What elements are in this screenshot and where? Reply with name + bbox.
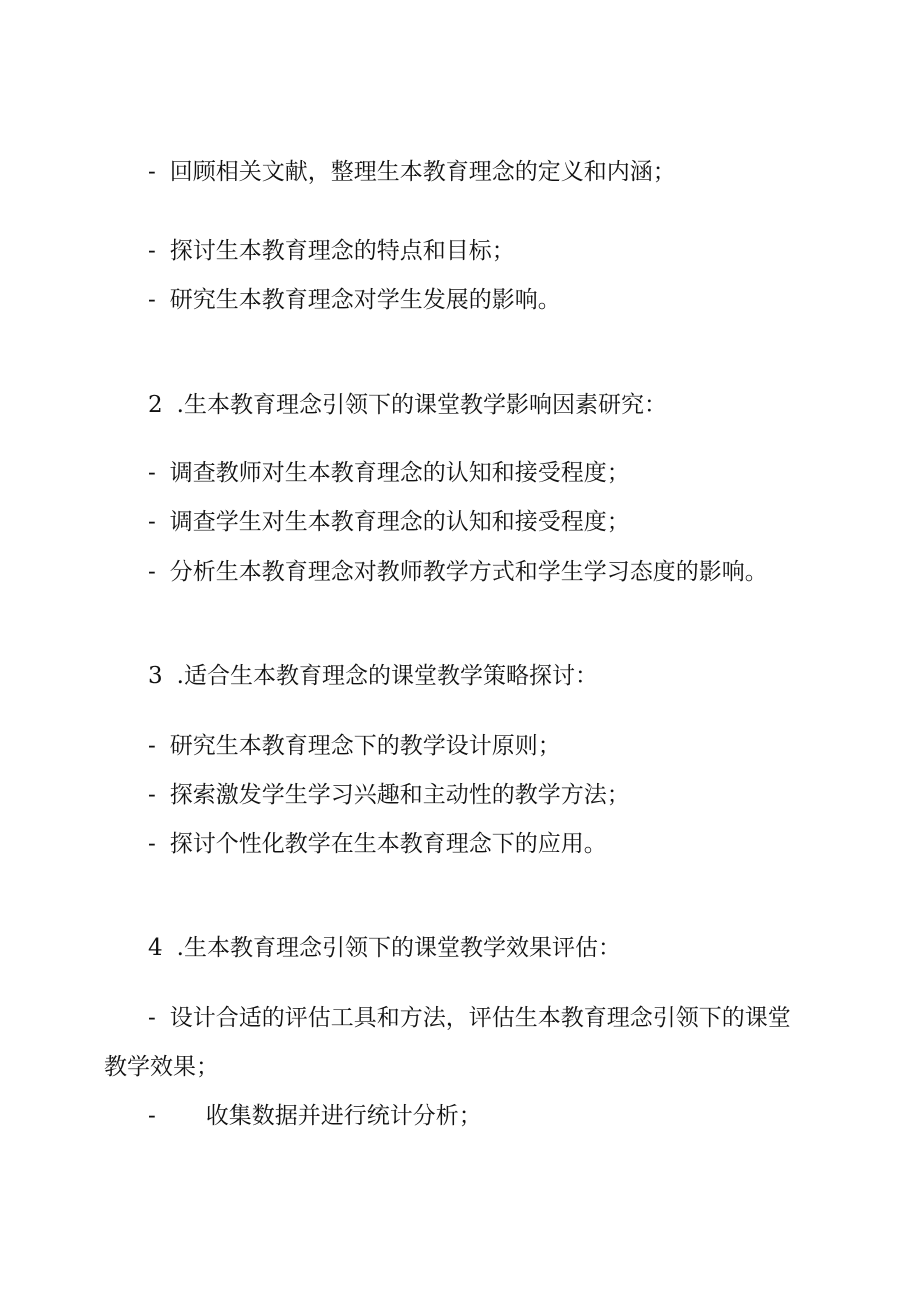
list-item-text: 探索激发学生学习兴趣和主动性的教学方法； [169, 782, 630, 808]
bullet-dash: - [148, 159, 156, 185]
list-item [148, 557, 768, 587]
section-number: 2 [148, 392, 163, 418]
bullet-dash: - [148, 559, 156, 585]
list-item-text: 研究生本教育理念对学生发展的影响。 [169, 287, 561, 313]
list-item-continuation [104, 1052, 219, 1082]
section-heading [148, 390, 667, 420]
list-item-text: 探讨生本教育理念的特点和目标； [169, 238, 515, 264]
list-item-text: 教学效果； [104, 1054, 219, 1080]
bullet-dash: - [148, 782, 156, 808]
list-item-text: 探讨个性化教学在生本教育理念下的应用。 [169, 831, 607, 857]
list-item [148, 236, 515, 266]
bullet-dash: - [148, 460, 156, 486]
section-heading-text: .适合生本教育理念的课堂教学策略探讨： [176, 663, 598, 689]
list-item-text: 研究生本教育理念下的教学设计原则； [169, 733, 561, 759]
list-item-text: 分析生本教育理念对教师教学方式和学生学习态度的影响。 [169, 559, 768, 585]
list-item [148, 157, 676, 187]
list-item-text: 回顾相关文献，整理生本教育理念的定义和内涵； [169, 159, 676, 185]
list-item-text: 调查教师对生本教育理念的认知和接受程度； [169, 460, 630, 486]
bullet-dash: - [148, 287, 156, 313]
section-number: 3 [148, 663, 163, 689]
list-item [148, 458, 630, 488]
bullet-dash: - [148, 238, 156, 264]
list-item [148, 507, 630, 537]
bullet-dash: - [148, 1005, 156, 1031]
list-item [148, 1101, 482, 1131]
section-heading [148, 933, 621, 963]
list-item-text: 调查学生对生本教育理念的认知和接受程度； [169, 509, 630, 535]
bullet-dash: - [148, 831, 156, 857]
section-heading [148, 661, 598, 691]
bullet-dash: - [148, 1103, 156, 1129]
section-number: 4 [148, 935, 163, 961]
list-item [148, 731, 561, 761]
section-heading-text: .生本教育理念引领下的课堂教学影响因素研究： [176, 392, 667, 418]
list-item-text: 收集数据并进行统计分析； [205, 1103, 482, 1129]
list-item [148, 829, 607, 859]
list-item [148, 285, 561, 315]
section-heading-text: .生本教育理念引领下的课堂教学效果评估： [176, 935, 621, 961]
list-item-text: 设计合适的评估工具和方法，评估生本教育理念引领下的课堂 [169, 1005, 791, 1031]
list-item [148, 780, 630, 810]
bullet-dash: - [148, 509, 156, 535]
list-item [148, 1003, 791, 1033]
bullet-dash: - [148, 733, 156, 759]
